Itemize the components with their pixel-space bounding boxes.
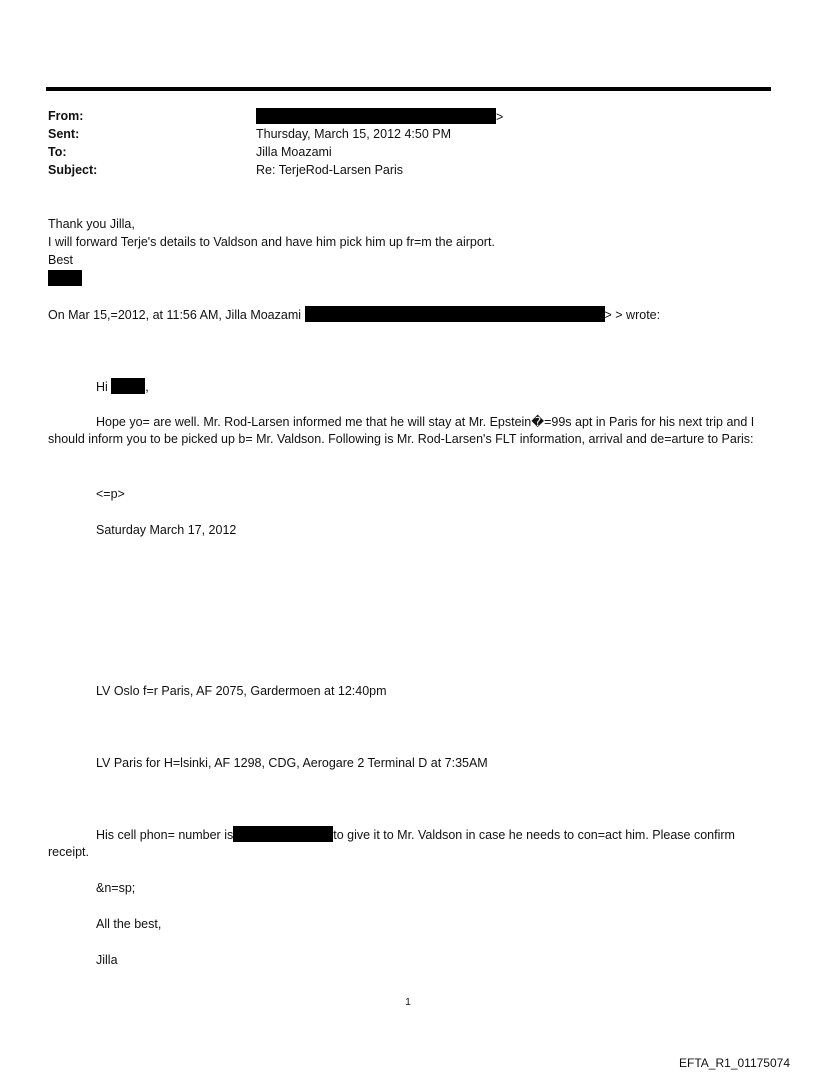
greeting-prefix: Hi (96, 380, 108, 394)
from-label: From: (48, 109, 84, 123)
reply-line-2: I will forward Terje's details to Valdson and have him pick him up fr=m the airport. (48, 235, 495, 249)
sent-label: Sent: (48, 127, 80, 141)
quote-cell-paragraph (48, 826, 768, 861)
email-redaction (305, 306, 605, 322)
quote-signature: Jilla (96, 953, 118, 967)
greeting-suffix: , (145, 380, 149, 394)
quote-intro-prefix: On Mar 15,=2012, at 11:56 AM, Jilla Moazami (48, 308, 302, 322)
from-value (256, 108, 503, 126)
phone-redaction (233, 826, 333, 842)
redaction-block (256, 108, 496, 124)
subject-label: Subject: (48, 163, 98, 177)
quote-tag: <=p> (96, 487, 125, 501)
quote-flight-2: LV Paris for H=lsinki, AF 1298, CDG, Aerogare 2 Terminal D at 7:35AM (96, 756, 488, 770)
reply-line-3: Best (48, 253, 74, 267)
signature-redaction (48, 270, 82, 286)
greeting (96, 378, 149, 396)
cell-prefix: His cell phon= number is (96, 828, 234, 842)
sent-value: Thursday, March 15, 2012 4:50 PM (256, 127, 452, 141)
document-id: EFTA_R1_01175074 (679, 1056, 790, 1070)
quote-closing: All the best, (96, 917, 162, 931)
quote-intro-suffix: > > wrote: (604, 308, 661, 322)
cell-suffix: to give it to Mr. Valdson in case he needs to con=act him. Please confirm receipt. (48, 828, 735, 859)
quote-intro (48, 306, 660, 324)
quote-flight-1: LV Oslo f=r Paris, AF 2075, Gardermoen at 12:40pm (96, 684, 387, 698)
from-suffix: > (496, 110, 504, 124)
page-number: 1 (405, 997, 411, 1008)
name-redaction (111, 378, 145, 394)
subject-value: Re: TerjeRod-Larsen Paris (256, 163, 404, 177)
quote-date: Saturday March 17, 2012 (96, 523, 237, 537)
header-rule (46, 87, 771, 91)
reply-line-1: Thank you Jilla, (48, 217, 135, 231)
quote-paragraph-1: Hope yo= are well. Mr. Rod-Larsen informed me that he will stay at Mr. Epstein�=99s apt in Paris for his next trip and I should inform you to be picked up b= Mr. Valdson. Following is Mr. Rod-Larsen's FLT information, arrival and de=arture to Paris: (48, 415, 755, 446)
quote-nbsp: &n=sp; (96, 881, 136, 895)
to-value: Jilla Moazami (256, 145, 332, 159)
to-label: To: (48, 145, 67, 159)
